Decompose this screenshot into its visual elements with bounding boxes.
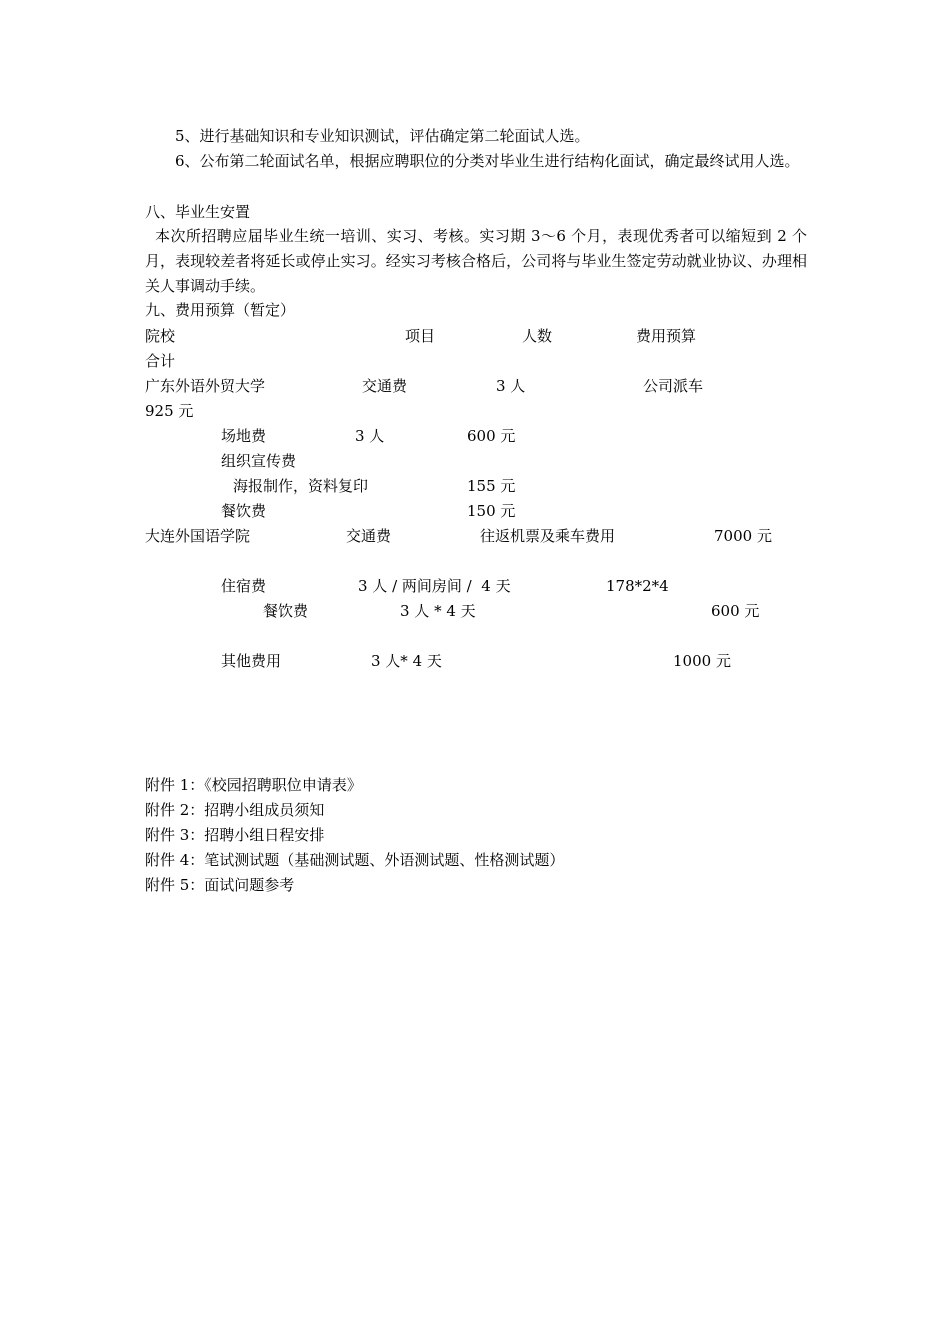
gdufs-transport: 交通费 <box>362 377 408 395</box>
header-school: 院校 <box>145 327 176 345</box>
attachment-1: 附件 1：《校园招聘职位申请表》 <box>145 776 362 794</box>
dlufl-transport: 交通费 <box>346 527 392 545</box>
item-5: 5、进行基础知识和专业知识测试，评估确定第二轮面试人选。 <box>175 127 590 145</box>
header-total: 合计 <box>145 352 176 370</box>
header-item: 项目 <box>405 327 436 345</box>
dlufl-transport-budget: 7000 元 <box>714 527 772 545</box>
dlufl-lodging-budget: 178*2*4 <box>606 577 669 595</box>
gdufs-transport-budget: 公司派车 <box>643 377 704 395</box>
dlufl-meals-budget: 600 元 <box>711 602 760 620</box>
section-8-body: 本次所招聘应届毕业生统一培训、实习、考核。实习期 3～6 个月，表现优秀者可以缩短到 2 个月，表现较差者将延长或停止实习。经实习考核合格后，公司将与毕业生签定劳动就业协议、办理相关人事调动手续。 <box>145 227 807 295</box>
dlufl-lodging-detail: 3 人 / 两间房间 / 4 天 <box>358 577 511 595</box>
header-budget: 费用预算 <box>636 327 697 345</box>
dlufl-other-budget: 1000 元 <box>673 652 731 670</box>
gdufs-venue-people: 3 人 <box>355 427 385 445</box>
section-9-heading: 九、费用预算（暂定） <box>145 301 296 319</box>
item-6: 6、公布第二轮面试名单，根据应聘职位的分类对毕业生进行结构化面试，确定最终试用人选。 <box>175 152 800 170</box>
dlufl-meals-detail: 3 人 * 4 天 <box>400 602 476 620</box>
section-8-heading: 八、毕业生安置 <box>145 203 251 221</box>
dlufl-other: 其他费用 <box>221 652 282 670</box>
gdufs-venue-budget: 600 元 <box>467 427 516 445</box>
attachment-5: 附件 5：面试问题参考 <box>145 876 295 894</box>
attachment-2: 附件 2：招聘小组成员须知 <box>145 801 325 819</box>
gdufs-meals: 餐饮费 <box>221 502 267 520</box>
gdufs-meals-budget: 150 元 <box>467 502 516 520</box>
dlufl-meals: 餐饮费 <box>263 602 309 620</box>
gdufs-poster: 海报制作，资料复印 <box>233 477 369 495</box>
dlufl-school: 大连外国语学院 <box>145 527 251 545</box>
dlufl-other-detail: 3 人* 4 天 <box>371 652 442 670</box>
gdufs-poster-budget: 155 元 <box>467 477 516 495</box>
dlufl-lodging: 住宿费 <box>221 577 267 595</box>
gdufs-promo: 组织宣传费 <box>221 452 297 470</box>
attachment-3: 附件 3：招聘小组日程安排 <box>145 826 325 844</box>
gdufs-total: 925 元 <box>145 402 194 420</box>
header-people: 人数 <box>522 327 553 345</box>
gdufs-school: 广东外语外贸大学 <box>145 377 266 395</box>
dlufl-transport-detail: 往返机票及乘车费用 <box>480 527 616 545</box>
attachment-4: 附件 4：笔试测试题（基础测试题、外语测试题、性格测试题） <box>145 851 565 869</box>
gdufs-venue: 场地费 <box>221 427 267 445</box>
gdufs-transport-people: 3 人 <box>496 377 526 395</box>
